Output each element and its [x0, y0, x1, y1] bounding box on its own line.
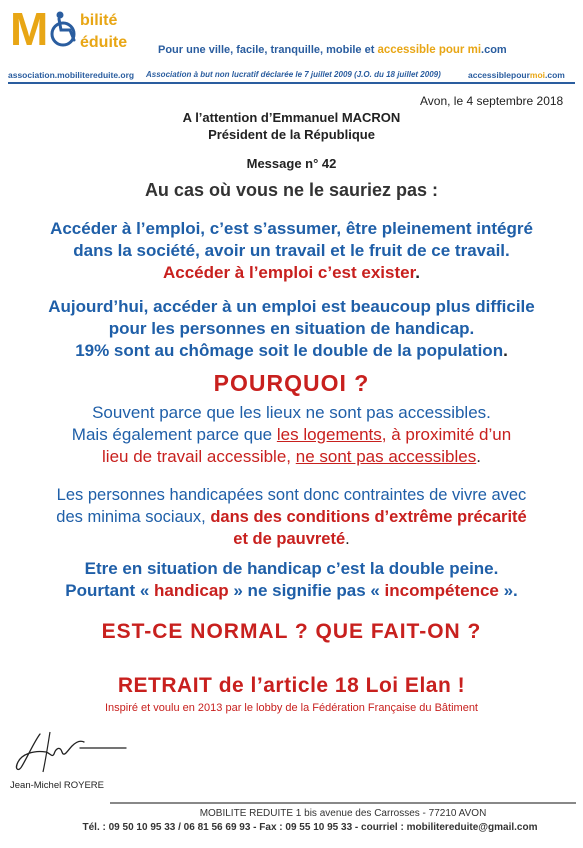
p3-line3-b: ne sont pas accessibles	[295, 447, 477, 466]
association-note: Association à but non lucratif déclarée le 7 juillet 2009 (J.O. du 18 juillet 2009)	[146, 70, 441, 79]
paragraph-double-penalty	[6, 558, 577, 602]
footer-divider	[110, 802, 576, 804]
p3-line1: Souvent parce que les lieux ne sont pas accessibles.	[92, 403, 491, 422]
site-right-b: moi	[529, 70, 546, 80]
site-right-c: .com	[545, 70, 565, 80]
p2-line3: 19% sont au chômage soit le double de la population	[75, 341, 504, 360]
logo	[8, 3, 168, 66]
letter-heading: Au cas où vous ne le sauriez pas :	[144, 180, 439, 200]
p1-highlight: Accéder à l’emploi c’est exister	[162, 263, 416, 282]
p4-line2-a: des minima sociaux,	[56, 508, 211, 526]
wheelchair-icon	[48, 10, 78, 50]
lobby-note: Inspiré et voulu en 2013 par le lobby de la Fédération Française du Bâtiment	[104, 702, 478, 714]
p4-line3: et de pauvreté	[233, 530, 346, 548]
p1-line2: dans la société, avoir un travail et le fruit de ce travail.	[73, 241, 510, 260]
logo-letter: M	[10, 3, 49, 55]
p5-line2-d: incompétence	[384, 581, 499, 600]
p3-line3-c: .	[476, 447, 481, 466]
handwritten-signature	[10, 728, 130, 776]
paragraph-accessibility	[6, 402, 577, 468]
p5-line2-e: ».	[498, 581, 518, 600]
tagline	[158, 44, 507, 56]
signer-name: Jean-Michel ROYERE	[10, 780, 104, 791]
p1-line1: Accéder à l’emploi, c’est s’assumer, être pleinement intégré	[50, 219, 533, 238]
logo-text-top: bilité	[80, 12, 118, 29]
message-number: Message n° 42	[246, 156, 337, 171]
p2-line1: Aujourd’hui, accéder à un emploi est beaucoup plus difficile	[48, 297, 535, 316]
p5-line2-b: handicap	[154, 581, 229, 600]
pourquoi-heading: POURQUOI ?	[213, 370, 370, 396]
p5-line1: Etre en situation de handicap c’est la double peine.	[84, 559, 499, 578]
demand-heading: RETRAIT de l’article 18 Loi Elan !	[117, 674, 466, 697]
p3-line2-b: les logements	[276, 425, 382, 444]
p3-line2-a: Mais également parce que	[71, 425, 277, 444]
recipient-title: Président de la République	[208, 127, 375, 142]
question-heading: EST-CE NORMAL ? QUE FAIT-ON ?	[101, 620, 482, 643]
website-link-left[interactable]: association.mobilitereduite.org	[8, 70, 135, 80]
p5-line2-c: » ne signifie pas «	[228, 581, 385, 600]
recipient-name: A l’attention d’Emmanuel MACRON	[182, 110, 401, 125]
p4-end: .	[345, 530, 350, 548]
paragraph-statistics	[6, 296, 577, 362]
tagline-com: .com	[481, 44, 507, 56]
p5-line2-a: Pourtant «	[65, 581, 155, 600]
site-right-a: accessiblepour	[468, 70, 530, 80]
paragraph-employment	[6, 218, 577, 284]
website-link-right[interactable]	[468, 70, 565, 80]
tagline-accent-i: i	[477, 44, 482, 56]
logo-text-bottom: éduite	[80, 34, 128, 51]
p4-line1: Les personnes handicapées sont donc contraintes de vivre avec	[56, 486, 527, 504]
tagline-main: Pour une ville, facile, tranquille, mobile et	[158, 44, 378, 56]
footer-contact: Tél. : 09 50 10 95 33 / 06 81 56 69 93 - Fax : 09 55 10 95 33 - courriel : mobilitereduite@gmail.com	[82, 822, 538, 833]
p1-end: .	[415, 263, 421, 282]
p2-line2: pour les personnes en situation de handicap.	[108, 319, 475, 338]
p3-line2-c: , à proximité d’un	[381, 425, 512, 444]
tagline-accent: accessible pour m	[377, 44, 478, 56]
footer-address: MOBILITE REDUITE 1 bis avenue des Carrosses - 77210 AVON	[199, 808, 487, 819]
letter-date: Avon, le 4 septembre 2018	[420, 94, 564, 108]
paragraph-precarity	[6, 484, 577, 550]
p2-end: .	[503, 341, 508, 360]
header-divider	[8, 82, 575, 84]
p4-line2-b: dans des conditions d’extrême précarité	[210, 508, 527, 526]
p3-line3-a: lieu de travail accessible,	[102, 447, 296, 466]
